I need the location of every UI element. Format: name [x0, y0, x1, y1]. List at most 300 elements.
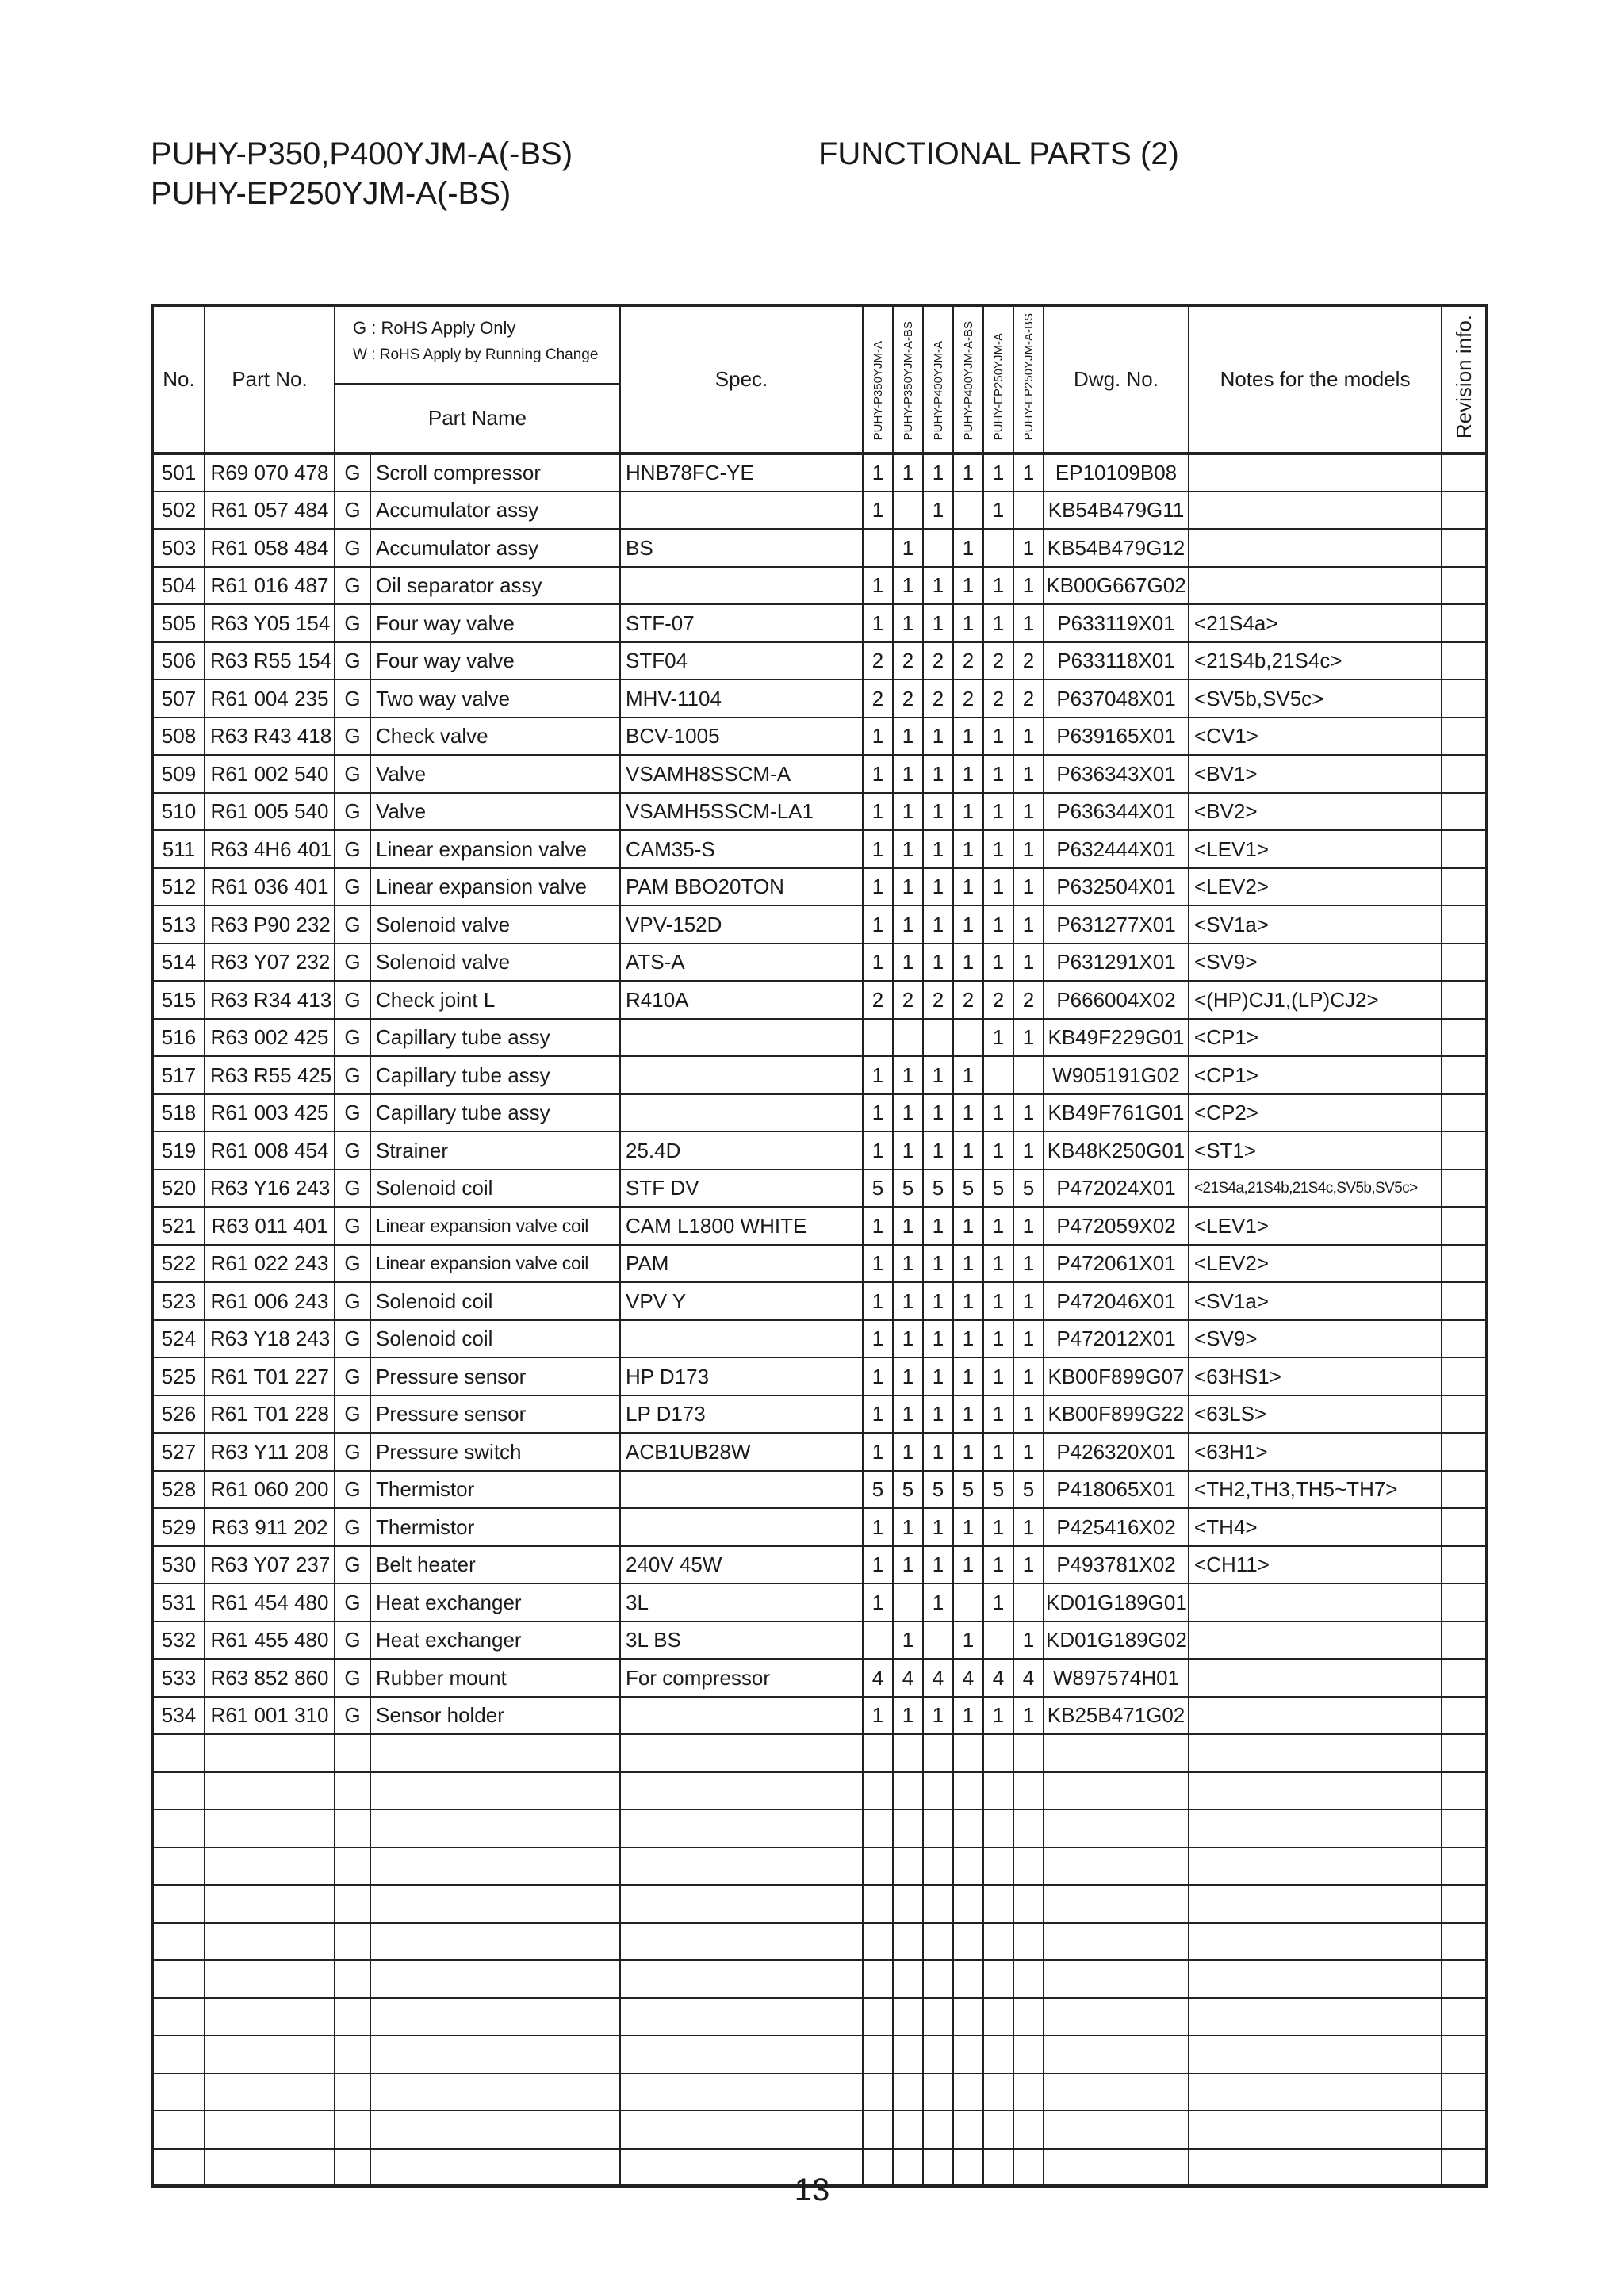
- empty-cell: [893, 1923, 923, 1961]
- row-qty: 1: [953, 1697, 983, 1735]
- row-qty: 1: [863, 1396, 893, 1434]
- row-revision: [1442, 1621, 1487, 1660]
- row-qty: 5: [923, 1471, 953, 1509]
- empty-cell: [893, 1809, 923, 1847]
- row-qty: 1: [1013, 905, 1044, 944]
- empty-cell: [335, 2073, 370, 2111]
- empty-cell: [983, 2035, 1013, 2073]
- empty-cell: [983, 2073, 1013, 2111]
- row-qty: 1: [1013, 1621, 1044, 1660]
- empty-cell: [1442, 1885, 1487, 1923]
- row-qty: 2: [983, 642, 1013, 680]
- row-no: 514: [152, 944, 205, 982]
- row-qty: 1: [923, 492, 953, 530]
- empty-cell: [370, 1772, 620, 1810]
- row-qty: 1: [953, 830, 983, 868]
- row-qty: 1: [863, 944, 893, 982]
- row-qty: 1: [1013, 1396, 1044, 1434]
- empty-cell: [1044, 2035, 1189, 2073]
- row-qty: [893, 1019, 923, 1057]
- row-qty: 5: [863, 1170, 893, 1208]
- row-qty: 1: [953, 1094, 983, 1132]
- row-part-no: R63 Y18 243: [205, 1320, 335, 1358]
- row-rohs: G: [335, 1396, 370, 1434]
- row-dwg-no: P637048X01: [1044, 680, 1189, 718]
- row-revision: [1442, 981, 1487, 1019]
- model-title-line2: PUHY-EP250YJM-A(-BS): [151, 176, 511, 211]
- empty-cell: [983, 2111, 1013, 2149]
- row-qty: 1: [923, 1357, 953, 1396]
- row-revision: [1442, 1583, 1487, 1621]
- row-qty: 1: [893, 567, 923, 605]
- row-qty: 4: [863, 1659, 893, 1697]
- row-spec: VPV Y: [620, 1282, 863, 1320]
- row-part-name: Two way valve: [370, 680, 620, 718]
- row-spec: ACB1UB28W: [620, 1433, 863, 1471]
- page-number: 13: [794, 2173, 830, 2207]
- empty-cell: [983, 1772, 1013, 1810]
- row-no: 506: [152, 642, 205, 680]
- row-spec: STF04: [620, 642, 863, 680]
- empty-row: [152, 1885, 1487, 1923]
- row-notes: <21S4a>: [1189, 604, 1442, 642]
- row-qty: 1: [1013, 1546, 1044, 1584]
- empty-cell: [335, 1998, 370, 2036]
- table-row: [152, 1320, 1487, 1358]
- row-notes: <TH4>: [1189, 1508, 1442, 1546]
- empty-cell: [893, 1960, 923, 1998]
- empty-cell: [370, 1885, 620, 1923]
- row-part-name: Check valve: [370, 718, 620, 756]
- row-spec: R410A: [620, 981, 863, 1019]
- empty-cell: [1044, 2111, 1189, 2149]
- row-dwg-no: P472024X01: [1044, 1170, 1189, 1208]
- row-part-no: R61 058 484: [205, 529, 335, 567]
- row-no: 522: [152, 1245, 205, 1283]
- row-qty: 2: [923, 680, 953, 718]
- empty-cell: [1044, 1847, 1189, 1886]
- empty-cell: [953, 2073, 983, 2111]
- empty-cell: [953, 2035, 983, 2073]
- empty-cell: [370, 1960, 620, 1998]
- row-qty: 1: [893, 454, 923, 492]
- row-qty: 1: [863, 1320, 893, 1358]
- empty-row: [152, 2035, 1487, 2073]
- row-revision: [1442, 492, 1487, 530]
- row-qty: 2: [953, 981, 983, 1019]
- table-row: [152, 981, 1487, 1019]
- empty-cell: [370, 2073, 620, 2111]
- row-part-no: R63 R55 154: [205, 642, 335, 680]
- row-qty: 1: [983, 1697, 1013, 1735]
- row-rohs: G: [335, 1621, 370, 1660]
- empty-cell: [205, 2073, 335, 2111]
- row-rohs: G: [335, 492, 370, 530]
- row-qty: 5: [953, 1170, 983, 1208]
- row-qty: 1: [983, 1207, 1013, 1245]
- row-qty: 5: [923, 1170, 953, 1208]
- empty-cell: [370, 1847, 620, 1886]
- row-part-no: R63 Y11 208: [205, 1433, 335, 1471]
- row-notes: <(HP)CJ1,(LP)CJ2>: [1189, 981, 1442, 1019]
- row-no: 533: [152, 1659, 205, 1697]
- empty-cell: [152, 1772, 205, 1810]
- row-spec: 240V 45W: [620, 1546, 863, 1584]
- row-revision: [1442, 1433, 1487, 1471]
- row-spec: 25.4D: [620, 1131, 863, 1170]
- table-row: [152, 604, 1487, 642]
- row-dwg-no: KD01G189G02: [1044, 1621, 1189, 1660]
- empty-cell: [370, 1809, 620, 1847]
- empty-cell: [1013, 1960, 1044, 1998]
- row-revision: [1442, 1659, 1487, 1697]
- empty-row: [152, 2073, 1487, 2111]
- empty-cell: [335, 2035, 370, 2073]
- empty-cell: [893, 1885, 923, 1923]
- row-qty: 2: [863, 680, 893, 718]
- row-part-name: Valve: [370, 793, 620, 831]
- row-notes: <CH11>: [1189, 1546, 1442, 1584]
- row-qty: 1: [983, 1583, 1013, 1621]
- empty-cell: [923, 2073, 953, 2111]
- row-qty: 1: [893, 1508, 923, 1546]
- empty-cell: [1189, 2111, 1442, 2149]
- empty-cell: [923, 1960, 953, 1998]
- row-qty: 1: [863, 1508, 893, 1546]
- row-rohs: G: [335, 1697, 370, 1735]
- row-qty: 1: [893, 944, 923, 982]
- row-revision: [1442, 718, 1487, 756]
- header-revision: Revision info.: [1442, 305, 1487, 454]
- row-qty: 2: [953, 642, 983, 680]
- row-rohs: G: [335, 454, 370, 492]
- row-part-no: R63 Y07 237: [205, 1546, 335, 1584]
- row-qty: 1: [893, 868, 923, 906]
- row-qty: 1: [1013, 1508, 1044, 1546]
- row-qty: 1: [953, 1621, 983, 1660]
- row-revision: [1442, 680, 1487, 718]
- row-notes: [1189, 1659, 1442, 1697]
- header-part-no: Part No.: [205, 305, 335, 454]
- empty-cell: [1044, 1772, 1189, 1810]
- empty-cell: [1013, 1998, 1044, 2036]
- table-row: [152, 944, 1487, 982]
- row-part-no: R63 Y05 154: [205, 604, 335, 642]
- row-part-no: R69 070 478: [205, 454, 335, 492]
- row-revision: [1442, 1170, 1487, 1208]
- row-qty: 1: [1013, 1131, 1044, 1170]
- row-dwg-no: P472059X02: [1044, 1207, 1189, 1245]
- model-title-line1: PUHY-P350,P400YJM-A(-BS): [151, 136, 573, 171]
- row-dwg-no: P633119X01: [1044, 604, 1189, 642]
- row-rohs: G: [335, 830, 370, 868]
- row-qty: 1: [1013, 1697, 1044, 1735]
- empty-cell: [620, 1772, 863, 1810]
- empty-cell: [1013, 1923, 1044, 1961]
- row-qty: 1: [983, 604, 1013, 642]
- header-notes: Notes for the models: [1189, 305, 1442, 454]
- row-rohs: G: [335, 1583, 370, 1621]
- row-qty: [953, 1583, 983, 1621]
- row-revision: [1442, 529, 1487, 567]
- row-part-no: R61 454 480: [205, 1583, 335, 1621]
- row-dwg-no: KB54B479G12: [1044, 529, 1189, 567]
- empty-cell: [370, 1734, 620, 1772]
- row-qty: [983, 1621, 1013, 1660]
- empty-cell: [205, 1885, 335, 1923]
- row-qty: 1: [893, 1207, 923, 1245]
- row-notes: [1189, 1583, 1442, 1621]
- row-no: 523: [152, 1282, 205, 1320]
- row-dwg-no: P472046X01: [1044, 1282, 1189, 1320]
- row-qty: 1: [953, 1433, 983, 1471]
- row-qty: 1: [983, 755, 1013, 793]
- row-qty: 4: [953, 1659, 983, 1697]
- row-no: 529: [152, 1508, 205, 1546]
- row-qty: 1: [923, 793, 953, 831]
- row-no: 513: [152, 905, 205, 944]
- empty-row: [152, 1998, 1487, 2036]
- empty-cell: [205, 1847, 335, 1886]
- empty-cell: [620, 1734, 863, 1772]
- row-qty: 5: [983, 1170, 1013, 1208]
- row-qty: [863, 529, 893, 567]
- row-no: 517: [152, 1056, 205, 1094]
- header-model-3: PUHY-P400YJM-A: [923, 305, 953, 454]
- row-notes: <SV9>: [1189, 944, 1442, 982]
- row-qty: 1: [1013, 755, 1044, 793]
- row-qty: 2: [863, 642, 893, 680]
- row-qty: 1: [923, 454, 953, 492]
- row-part-name: Four way valve: [370, 604, 620, 642]
- row-qty: 2: [923, 981, 953, 1019]
- empty-cell: [152, 2035, 205, 2073]
- empty-cell: [953, 1809, 983, 1847]
- empty-cell: [335, 1923, 370, 1961]
- row-spec: HP D173: [620, 1357, 863, 1396]
- row-dwg-no: KB25B471G02: [1044, 1697, 1189, 1735]
- row-dwg-no: KB00F899G07: [1044, 1357, 1189, 1396]
- row-dwg-no: KB54B479G11: [1044, 492, 1189, 530]
- empty-cell: [1189, 1960, 1442, 1998]
- table-row: [152, 868, 1487, 906]
- empty-cell: [893, 1998, 923, 2036]
- row-part-name: Capillary tube assy: [370, 1094, 620, 1132]
- table-row: [152, 1659, 1487, 1697]
- row-qty: 2: [983, 680, 1013, 718]
- row-dwg-no: P666004X02: [1044, 981, 1189, 1019]
- table-row: [152, 567, 1487, 605]
- row-part-no: R63 R55 425: [205, 1056, 335, 1094]
- row-dwg-no: EP10109B08: [1044, 454, 1189, 492]
- row-rohs: G: [335, 981, 370, 1019]
- empty-cell: [152, 1960, 205, 1998]
- row-qty: 1: [893, 1056, 923, 1094]
- row-part-name: Pressure switch: [370, 1433, 620, 1471]
- empty-cell: [620, 2073, 863, 2111]
- header-no: No.: [152, 305, 205, 454]
- row-qty: 2: [1013, 680, 1044, 718]
- row-part-name: Thermistor: [370, 1508, 620, 1546]
- row-spec: MHV-1104: [620, 680, 863, 718]
- row-revision: [1442, 1508, 1487, 1546]
- row-qty: 1: [1013, 604, 1044, 642]
- row-qty: 1: [863, 868, 893, 906]
- row-rohs: G: [335, 868, 370, 906]
- row-revision: [1442, 1207, 1487, 1245]
- row-rohs: G: [335, 1094, 370, 1132]
- row-qty: 1: [863, 718, 893, 756]
- legend-w: W : RoHS Apply by Running Change: [353, 346, 599, 363]
- row-revision: [1442, 1245, 1487, 1283]
- row-qty: 1: [893, 1131, 923, 1170]
- row-no: 505: [152, 604, 205, 642]
- empty-cell: [923, 1809, 953, 1847]
- row-notes: <SV5b,SV5c>: [1189, 680, 1442, 718]
- row-qty: 1: [1013, 1019, 1044, 1057]
- row-qty: 5: [893, 1471, 923, 1509]
- empty-cell: [923, 1998, 953, 2036]
- row-qty: 1: [983, 944, 1013, 982]
- row-no: 524: [152, 1320, 205, 1358]
- row-dwg-no: W905191G02: [1044, 1056, 1189, 1094]
- row-rohs: G: [335, 1131, 370, 1170]
- row-notes: <CP2>: [1189, 1094, 1442, 1132]
- empty-cell: [1442, 1809, 1487, 1847]
- row-part-name: Solenoid coil: [370, 1282, 620, 1320]
- empty-cell: [620, 1885, 863, 1923]
- row-spec: VSAMH5SSCM-LA1: [620, 793, 863, 831]
- empty-cell: [863, 1734, 893, 1772]
- row-dwg-no: KB00G667G02: [1044, 567, 1189, 605]
- row-revision: [1442, 604, 1487, 642]
- row-no: 526: [152, 1396, 205, 1434]
- row-revision: [1442, 755, 1487, 793]
- header-spec: Spec.: [620, 305, 863, 454]
- row-qty: 1: [983, 492, 1013, 530]
- table-row: [152, 1207, 1487, 1245]
- empty-cell: [1013, 1734, 1044, 1772]
- row-qty: 1: [863, 1131, 893, 1170]
- table-row: [152, 1282, 1487, 1320]
- row-qty: 1: [953, 868, 983, 906]
- row-part-name: Oil separator assy: [370, 567, 620, 605]
- row-qty: 1: [983, 1245, 1013, 1283]
- row-qty: 1: [953, 1508, 983, 1546]
- table-row: [152, 642, 1487, 680]
- empty-cell: [205, 2111, 335, 2149]
- empty-cell: [152, 1809, 205, 1847]
- empty-cell: [953, 1847, 983, 1886]
- row-part-name: Capillary tube assy: [370, 1056, 620, 1094]
- empty-cell: [953, 1734, 983, 1772]
- row-qty: 1: [863, 604, 893, 642]
- row-qty: [983, 1056, 1013, 1094]
- row-part-name: Linear expansion valve coil: [370, 1207, 620, 1245]
- row-qty: 1: [893, 1245, 923, 1283]
- row-qty: 1: [923, 1433, 953, 1471]
- row-qty: 1: [893, 1282, 923, 1320]
- row-part-no: R61 036 401: [205, 868, 335, 906]
- row-qty: 1: [1013, 1207, 1044, 1245]
- row-no: 525: [152, 1357, 205, 1396]
- row-qty: 1: [863, 1433, 893, 1471]
- row-revision: [1442, 1546, 1487, 1584]
- row-qty: 1: [1013, 1245, 1044, 1283]
- empty-cell: [1189, 1772, 1442, 1810]
- row-dwg-no: KB49F229G01: [1044, 1019, 1189, 1057]
- row-spec: [620, 1019, 863, 1057]
- row-revision: [1442, 1019, 1487, 1057]
- empty-cell: [1189, 1734, 1442, 1772]
- row-qty: 1: [923, 567, 953, 605]
- row-spec: [620, 1320, 863, 1358]
- row-qty: 5: [1013, 1471, 1044, 1509]
- empty-cell: [335, 2111, 370, 2149]
- empty-cell: [1013, 1885, 1044, 1923]
- row-rohs: G: [335, 755, 370, 793]
- row-dwg-no: P636343X01: [1044, 755, 1189, 793]
- row-qty: 1: [893, 1621, 923, 1660]
- empty-cell: [1189, 1809, 1442, 1847]
- row-part-name: Sensor holder: [370, 1697, 620, 1735]
- row-spec: 3L: [620, 1583, 863, 1621]
- row-notes: [1189, 1697, 1442, 1735]
- empty-cell: [205, 1734, 335, 1772]
- row-qty: 1: [923, 718, 953, 756]
- empty-cell: [1189, 1923, 1442, 1961]
- table-row: [152, 755, 1487, 793]
- row-qty: 1: [923, 1508, 953, 1546]
- row-part-no: R63 4H6 401: [205, 830, 335, 868]
- row-qty: 1: [923, 944, 953, 982]
- row-qty: 1: [953, 1320, 983, 1358]
- row-rohs: G: [335, 1357, 370, 1396]
- row-spec: [620, 1056, 863, 1094]
- row-rohs: G: [335, 604, 370, 642]
- empty-cell: [983, 1960, 1013, 1998]
- row-notes: <21S4b,21S4c>: [1189, 642, 1442, 680]
- row-qty: [893, 492, 923, 530]
- row-part-no: R61 008 454: [205, 1131, 335, 1170]
- row-no: 518: [152, 1094, 205, 1132]
- row-qty: 1: [893, 718, 923, 756]
- row-qty: 1: [923, 1546, 953, 1584]
- row-rohs: G: [335, 793, 370, 831]
- row-part-no: R61 060 200: [205, 1471, 335, 1509]
- empty-cell: [863, 1809, 893, 1847]
- row-part-no: R61 016 487: [205, 567, 335, 605]
- row-rohs: G: [335, 1019, 370, 1057]
- empty-cell: [1189, 2035, 1442, 2073]
- row-rohs: G: [335, 642, 370, 680]
- row-revision: [1442, 454, 1487, 492]
- row-notes: <BV1>: [1189, 755, 1442, 793]
- empty-cell: [1442, 1998, 1487, 2036]
- row-spec: CAM L1800 WHITE: [620, 1207, 863, 1245]
- row-qty: 1: [953, 567, 983, 605]
- empty-cell: [335, 1734, 370, 1772]
- row-qty: 5: [863, 1471, 893, 1509]
- header-dwg-no: Dwg. No.: [1044, 305, 1189, 454]
- row-qty: 1: [893, 905, 923, 944]
- empty-cell: [1013, 2073, 1044, 2111]
- row-no: 520: [152, 1170, 205, 1208]
- row-part-no: R63 Y07 232: [205, 944, 335, 982]
- row-spec: 3L BS: [620, 1621, 863, 1660]
- row-qty: 1: [893, 1433, 923, 1471]
- row-part-no: R63 911 202: [205, 1508, 335, 1546]
